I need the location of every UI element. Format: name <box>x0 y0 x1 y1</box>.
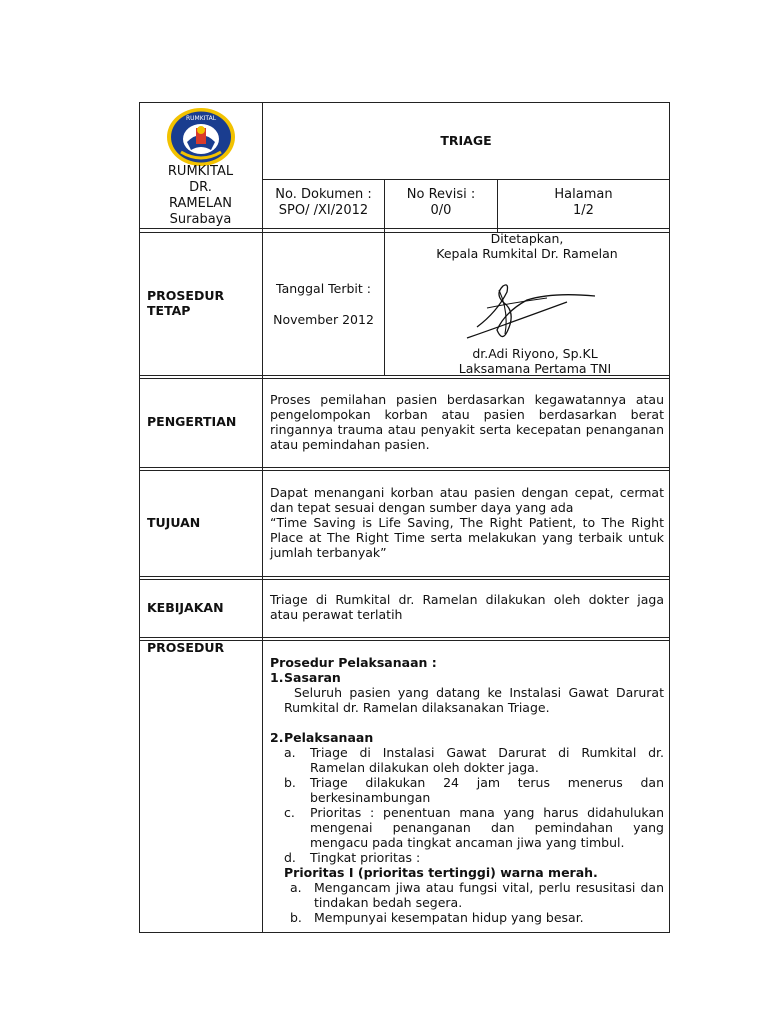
pengertian-label: PENGERTIAN <box>147 414 237 429</box>
item-a-line-1: Triage di Instalasi Gawat Darurat di Rumkital dr. <box>310 745 664 760</box>
sasaran-line-1: Seluruh pasien yang datang ke Instalasi Gawat Darurat <box>294 685 664 700</box>
penetapan-header <box>385 231 669 261</box>
prioritas-a-line-1: Mengancam jiwa atau fungsi vital, perlu resusitasi dan <box>314 880 664 895</box>
pelaksanaan-number: 2. <box>270 730 284 745</box>
item-a-mark: a. <box>284 745 296 760</box>
pengertian-line-2: pengelompokan korban atau pasien berdasarkan berat <box>270 407 664 422</box>
row-divider-pengertian <box>139 467 670 468</box>
item-c-line-2: mengenai penanganan dan pemindahan yang <box>310 820 664 835</box>
revision-label: No Revisi : <box>406 187 476 202</box>
pelaksanaan-heading <box>270 730 664 745</box>
ditetapkan-text: Ditetapkan, <box>490 231 564 246</box>
doc-number-label: No. Dokumen : <box>275 187 372 202</box>
doc-number-value: SPO/ /XI/2012 <box>278 203 369 218</box>
kebijakan-line-2: atau perawat terlatih <box>270 607 403 622</box>
border-top <box>139 102 670 103</box>
pengertian-text <box>270 392 664 452</box>
item-b-mark: b. <box>284 775 296 790</box>
page-number <box>498 187 669 219</box>
tujuan-line-4: Place at The Right Time serta melakukan yang terbaik untuk <box>270 530 664 545</box>
prioritas-b-mark: b. <box>290 910 302 925</box>
item-c-mark: c. <box>284 805 295 820</box>
prioritas-a-line-2: tindakan bedah segera. <box>314 895 463 910</box>
item-c-line-1: Prioritas : penentuan mana yang harus didahulukan <box>310 805 664 820</box>
pengertian-line-4: atau pemindahan pasien. <box>270 437 430 452</box>
organization-name <box>139 164 262 228</box>
logo <box>163 106 239 170</box>
page-label: Halaman <box>554 187 613 202</box>
item-b-line-1: Triage dilakukan 24 jam terus menerus dan <box>310 775 664 790</box>
tujuan-line-2: dan tepat sesuai dengan sumber daya yang ada <box>270 500 574 515</box>
signer-block <box>435 346 635 376</box>
org-line-1: RUMKITAL <box>167 164 234 179</box>
pengertian-line-3: ringannya trauma atau penyakit serta kecepatan penanganan <box>270 422 664 437</box>
org-line-3: RAMELAN <box>169 196 232 211</box>
item-b-line-2: berkesinambungan <box>310 790 431 805</box>
sop-document <box>139 102 670 933</box>
row-divider-kebijakan <box>139 637 670 638</box>
tujuan-label: TUJUAN <box>147 515 201 530</box>
row-divider-tujuan <box>139 576 670 577</box>
sasaran-heading <box>270 670 664 685</box>
pengertian-line-1: Proses pemilahan pasien berdasarkan kegawatannya atau <box>270 392 664 407</box>
title-divider <box>262 179 670 180</box>
org-line-2: DR. <box>189 180 212 195</box>
document-title: TRIAGE <box>440 133 492 148</box>
kebijakan-label: KEBIJAKAN <box>147 600 224 615</box>
tanggal-terbit <box>263 281 384 327</box>
prioritas-title: Prioritas I (prioritas tertinggi) warna merah. <box>284 865 598 880</box>
kepala-text: Kepala Rumkital Dr. Ramelan <box>436 246 618 261</box>
kebijakan-text <box>270 592 664 622</box>
row-divider-header <box>139 228 670 229</box>
row-divider-tetap-2 <box>139 378 670 379</box>
prosedur-heading: Prosedur Pelaksanaan : <box>270 655 437 670</box>
row-divider-tujuan-2 <box>139 579 670 580</box>
sasaran-number: 1. <box>270 670 284 685</box>
item-a-line-2: Ramelan dilakukan oleh dokter jaga. <box>310 760 539 775</box>
pelaksanaan-title: Pelaksanaan <box>284 730 374 745</box>
pelaksanaan-item-d <box>270 850 664 865</box>
tujuan-line-5: jumlah terbanyak” <box>270 545 387 560</box>
prioritas-item-a <box>270 880 664 910</box>
prosedur-label: PROSEDUR <box>147 640 225 655</box>
pelaksanaan-item-b <box>270 775 664 805</box>
tanggal-value: November 2012 <box>273 312 374 327</box>
sasaran-title: Sasaran <box>284 670 341 685</box>
item-d-mark: d. <box>284 850 296 865</box>
border-bottom <box>139 932 670 933</box>
document-number <box>263 187 384 219</box>
signature <box>457 272 597 344</box>
page-value: 1/2 <box>573 203 594 218</box>
pelaksanaan-item-a <box>270 745 664 775</box>
row-divider-pengertian-2 <box>139 470 670 471</box>
signer-name: dr.Adi Riyono, Sp.KL <box>472 346 598 361</box>
border-right <box>669 102 670 933</box>
prosedur-tetap-label <box>147 288 259 318</box>
revision-number <box>385 187 497 219</box>
tujuan-line-1: Dapat menangani korban atau pasien dengan cepat, cermat <box>270 485 664 500</box>
tanggal-label: Tanggal Terbit : <box>276 281 371 296</box>
revision-value: 0/0 <box>430 203 452 218</box>
column-divider <box>262 102 263 933</box>
signer-rank: Laksamana Pertama TNI <box>458 361 612 376</box>
prioritas-item-b <box>270 910 664 925</box>
prosedur-tetap-label-2: TETAP <box>147 303 191 318</box>
sasaran-line-2: Rumkital dr. Ramelan dilaksanakan Triage. <box>284 700 550 715</box>
pelaksanaan-item-c <box>270 805 664 850</box>
prioritas-b-line-1: Mempunyai kesempatan hidup yang besar. <box>314 910 584 925</box>
tujuan-line-3: “Time Saving is Life Saving, The Right Patient, to The Right <box>270 515 664 530</box>
prosedur-content <box>270 655 664 925</box>
prosedur-tetap-label-1: PROSEDUR <box>147 288 225 303</box>
org-line-4: Surabaya <box>169 212 232 227</box>
prioritas-a-mark: a. <box>290 880 302 895</box>
item-c-line-3: mengacu pada tingkat ancaman jiwa yang timbul. <box>310 835 625 850</box>
kebijakan-line-1: Triage di Rumkital dr. Ramelan dilakukan oleh dokter jaga <box>270 592 664 607</box>
tujuan-text <box>270 485 664 560</box>
item-d-line-1: Tingkat prioritas : <box>310 850 421 865</box>
svg-text:RUMKITAL: RUMKITAL <box>185 115 217 122</box>
